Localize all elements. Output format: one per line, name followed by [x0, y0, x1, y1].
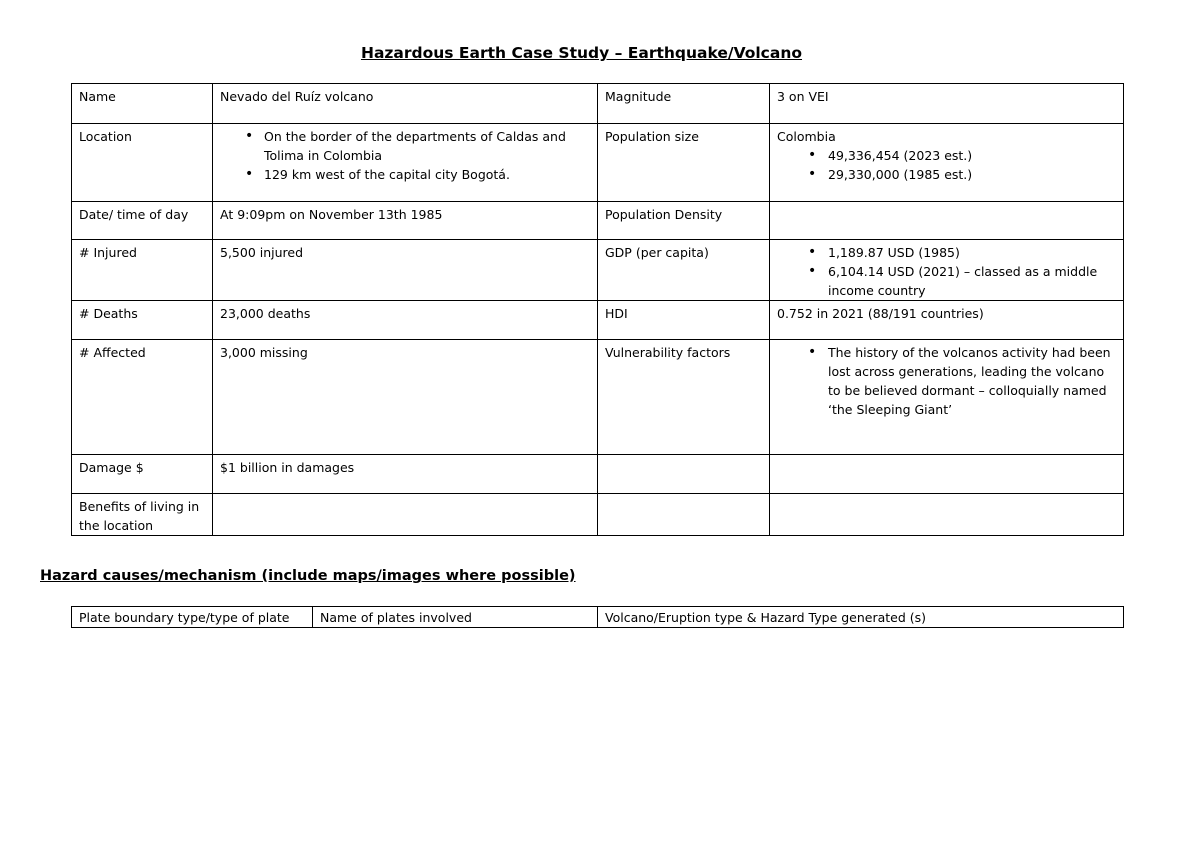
- list-item: • On the border of the departments of Caldas and Tolima in Colombia: [220, 127, 591, 165]
- location-label: Location: [72, 124, 213, 202]
- plate-boundary-header: Plate boundary type/type of plate: [72, 607, 313, 628]
- list-item: • The history of the volcanos activity had been lost across generations, leading the volcano to be believed dormant – colloquially named ‘the Sleeping Giant’: [777, 343, 1117, 419]
- benefits-label: Benefits of living in the location: [72, 494, 213, 536]
- empty-cell: [598, 455, 770, 494]
- table-row: [72, 340, 1124, 455]
- vulnerability-value: [770, 340, 1124, 455]
- table-row: [72, 301, 1124, 340]
- damage-value: $1 billion in damages: [213, 455, 598, 494]
- list-item: • 129 km west of the capital city Bogotá.: [220, 165, 591, 184]
- empty-cell: [770, 455, 1124, 494]
- deaths-label: # Deaths: [72, 301, 213, 340]
- case-study-table: [71, 83, 1124, 536]
- gdp-value: [770, 240, 1124, 301]
- empty-cell: [770, 494, 1124, 536]
- population-density-label: Population Density: [598, 202, 770, 240]
- magnitude-label: Magnitude: [598, 84, 770, 124]
- population-country: Colombia: [777, 129, 836, 144]
- list-item: • 29,330,000 (1985 est.): [777, 165, 1117, 184]
- list-item: • 6,104.14 USD (2021) – classed as a middle income country: [777, 262, 1117, 300]
- empty-cell: [598, 494, 770, 536]
- date-value: At 9:09pm on November 13th 1985: [213, 202, 598, 240]
- population-density-value: [770, 202, 1124, 240]
- magnitude-value: 3 on VEI: [770, 84, 1124, 124]
- gdp-label: GDP (per capita): [598, 240, 770, 301]
- hdi-label: HDI: [598, 301, 770, 340]
- table-row: [72, 84, 1124, 124]
- list-item: • 1,189.87 USD (1985): [777, 243, 1117, 262]
- list-item: • 49,336,454 (2023 est.): [777, 146, 1117, 165]
- injured-label: # Injured: [72, 240, 213, 301]
- eruption-type-header: Volcano/Eruption type & Hazard Type generated (s): [598, 607, 1124, 628]
- name-value: Nevado del Ruíz volcano: [213, 84, 598, 124]
- plate-table: [71, 606, 1124, 628]
- vulnerability-label: Vulnerability factors: [598, 340, 770, 455]
- table-row: [72, 494, 1124, 536]
- date-label: Date/ time of day: [72, 202, 213, 240]
- name-label: Name: [72, 84, 213, 124]
- section-heading: Hazard causes/mechanism (include maps/images where possible): [40, 568, 576, 584]
- page-title: Hazardous Earth Case Study – Earthquake/Volcano: [360, 44, 803, 62]
- population-size-label: Population size: [598, 124, 770, 202]
- deaths-value: 23,000 deaths: [213, 301, 598, 340]
- empty-cell: [213, 494, 598, 536]
- location-value: [213, 124, 598, 202]
- hdi-value: 0.752 in 2021 (88/191 countries): [770, 301, 1124, 340]
- injured-value: 5,500 injured: [213, 240, 598, 301]
- plates-involved-header: Name of plates involved: [313, 607, 598, 628]
- table-row: [72, 202, 1124, 240]
- table-row: [72, 455, 1124, 494]
- population-size-value: [770, 124, 1124, 202]
- table-row: [72, 124, 1124, 202]
- affected-value: 3,000 missing: [213, 340, 598, 455]
- affected-label: # Affected: [72, 340, 213, 455]
- table-row: [72, 240, 1124, 301]
- table-row: [72, 607, 1124, 628]
- damage-label: Damage $: [72, 455, 213, 494]
